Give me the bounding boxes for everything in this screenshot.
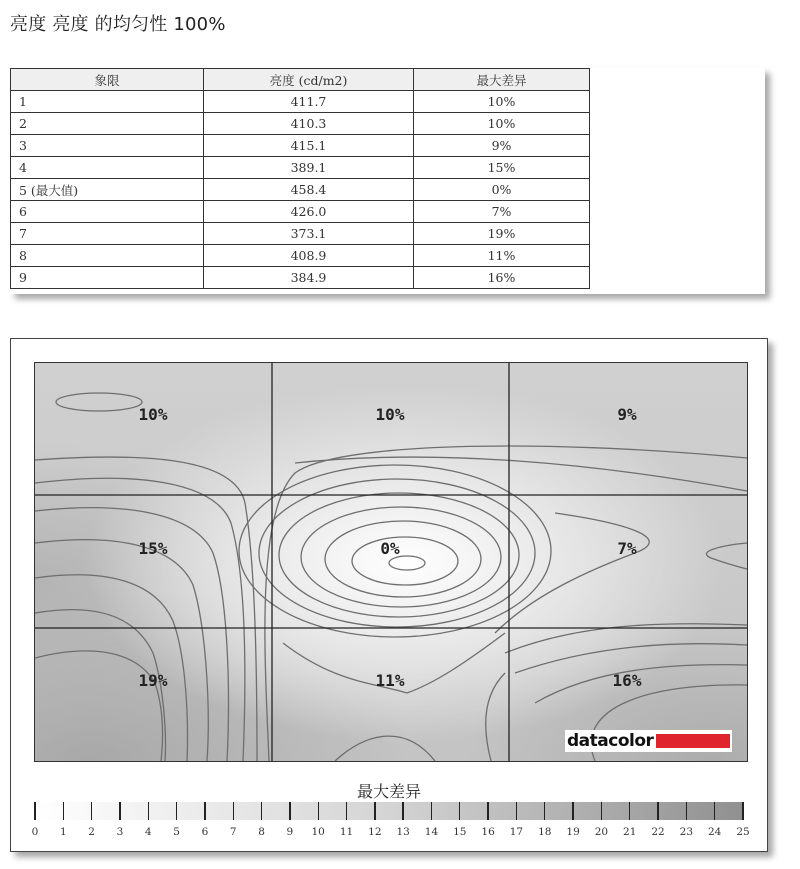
legend-tick (402, 802, 403, 820)
luminance-cell: 410.3 (204, 113, 414, 135)
quadrant-cell: 8 (11, 245, 204, 267)
deviation-cell: 0% (414, 179, 590, 201)
legend-tick-label: 16 (481, 826, 495, 838)
quadrant-cell: 3 (11, 135, 204, 157)
quadrant-cell: 9 (11, 267, 204, 289)
column-header-luminance: 亮度 (cd/m2) (204, 69, 414, 91)
legend-tick (572, 802, 573, 820)
uniformity-heatmap (34, 362, 748, 762)
legend-tick-label: 11 (339, 826, 354, 838)
legend-tick-label: 23 (679, 826, 694, 838)
legend-tick-label: 15 (453, 826, 467, 838)
legend-tick (261, 802, 262, 820)
luminance-cell: 426.0 (204, 201, 414, 223)
quadrant-5-label: 0% (380, 539, 400, 558)
uniformity-table (10, 68, 590, 289)
legend-tick-label: 21 (623, 826, 637, 838)
table-row (11, 91, 590, 113)
page-title: 亮度 亮度 的均匀性 100% (10, 14, 226, 35)
legend-tick (204, 802, 205, 820)
deviation-cell: 10% (414, 91, 590, 113)
logo-text: datacolor (567, 731, 654, 751)
legend-tick-label: 19 (566, 826, 580, 838)
luminance-cell: 411.7 (204, 91, 414, 113)
legend-tick (34, 802, 35, 820)
legend-tick-label: 6 (201, 826, 209, 838)
uniformity-table-card (10, 68, 765, 294)
legend-tick-label: 8 (258, 826, 265, 838)
legend-tick (233, 802, 234, 820)
table-row (11, 245, 590, 267)
luminance-cell: 415.1 (204, 135, 414, 157)
legend-tick (289, 802, 290, 820)
legend-tick-label: 1 (59, 826, 67, 838)
legend-tick-label: 7 (229, 826, 237, 838)
legend-tick (318, 802, 319, 820)
legend-tick-label: 18 (538, 826, 552, 838)
uniformity-heatmap-card (10, 338, 768, 852)
legend-tick (629, 802, 630, 820)
legend-tick-label: 9 (286, 826, 294, 838)
legend-title: 最大差异 (356, 782, 421, 801)
quadrant-cell: 6 (11, 201, 204, 223)
column-header-max-deviation: 最大差异 (414, 69, 590, 91)
quadrant-6-label: 7% (617, 539, 637, 558)
legend-tick-label: 24 (707, 826, 722, 838)
legend-tick (374, 802, 375, 820)
legend-tick-label: 12 (368, 826, 382, 838)
quadrant-cell: 1 (11, 91, 204, 113)
legend-tick (91, 802, 92, 820)
legend-tick (148, 802, 149, 820)
luminance-cell: 384.9 (204, 267, 414, 289)
table-row (11, 223, 590, 245)
quadrant-9-label: 16% (612, 671, 642, 690)
luminance-cell: 373.1 (204, 223, 414, 245)
logo-red-bar (656, 734, 730, 748)
legend-tick-label: 2 (88, 826, 95, 838)
legend-tick (544, 802, 545, 820)
legend-tick (487, 802, 488, 820)
deviation-cell: 19% (414, 223, 590, 245)
quadrant-cell: 7 (11, 223, 204, 245)
legend-tick-label: 25 (736, 826, 750, 838)
deviation-cell: 15% (414, 157, 590, 179)
table-row (11, 179, 590, 201)
table-row (11, 135, 590, 157)
quadrant-8-label: 11% (375, 671, 405, 690)
quadrant-cell: 5 (最大值) (11, 179, 204, 201)
legend-tick-label: 4 (144, 826, 152, 838)
legend-tick (431, 802, 432, 820)
legend-tick (176, 802, 177, 820)
quadrant-4-label: 15% (138, 539, 168, 558)
legend-tick-label: 0 (31, 826, 39, 838)
legend-tick-label: 10 (311, 826, 325, 838)
legend-tick (63, 802, 64, 820)
deviation-cell: 11% (414, 245, 590, 267)
legend-tick (686, 802, 687, 820)
legend-tick-label: 22 (651, 826, 665, 838)
legend-tick (346, 802, 347, 820)
table-row (11, 113, 590, 135)
quadrant-7-label: 19% (138, 671, 168, 690)
legend-tick-label: 17 (509, 826, 524, 838)
table-row (11, 267, 590, 289)
luminance-cell: 408.9 (204, 245, 414, 267)
legend-tick-label: 13 (396, 826, 410, 838)
datacolor-logo (565, 730, 732, 752)
table-row (11, 157, 590, 179)
luminance-cell: 389.1 (204, 157, 414, 179)
quadrant-3-label: 9% (617, 405, 637, 424)
quadrant-cell: 4 (11, 157, 204, 179)
legend-tick-label: 3 (116, 826, 124, 838)
legend-tick (119, 802, 120, 820)
quadrant-1-label: 10% (138, 405, 168, 424)
deviation-cell: 16% (414, 267, 590, 289)
legend-tick (601, 802, 602, 820)
legend-tick-label: 5 (173, 826, 180, 838)
legend-tick (516, 802, 517, 820)
legend-tick (742, 802, 743, 820)
table-row (11, 201, 590, 223)
column-header-quadrant: 象限 (11, 69, 204, 91)
deviation-cell: 10% (414, 113, 590, 135)
deviation-cell: 9% (414, 135, 590, 157)
luminance-cell: 458.4 (204, 179, 414, 201)
legend-tick (459, 802, 460, 820)
quadrant-cell: 2 (11, 113, 204, 135)
table-header-row (11, 69, 590, 91)
legend-tick-label: 20 (594, 826, 609, 838)
legend-tick (714, 802, 715, 820)
quadrant-2-label: 10% (375, 405, 405, 424)
legend-tick (657, 802, 658, 820)
deviation-cell: 7% (414, 201, 590, 223)
legend-gradient-bar (35, 802, 743, 820)
legend-tick-label: 14 (424, 826, 439, 838)
